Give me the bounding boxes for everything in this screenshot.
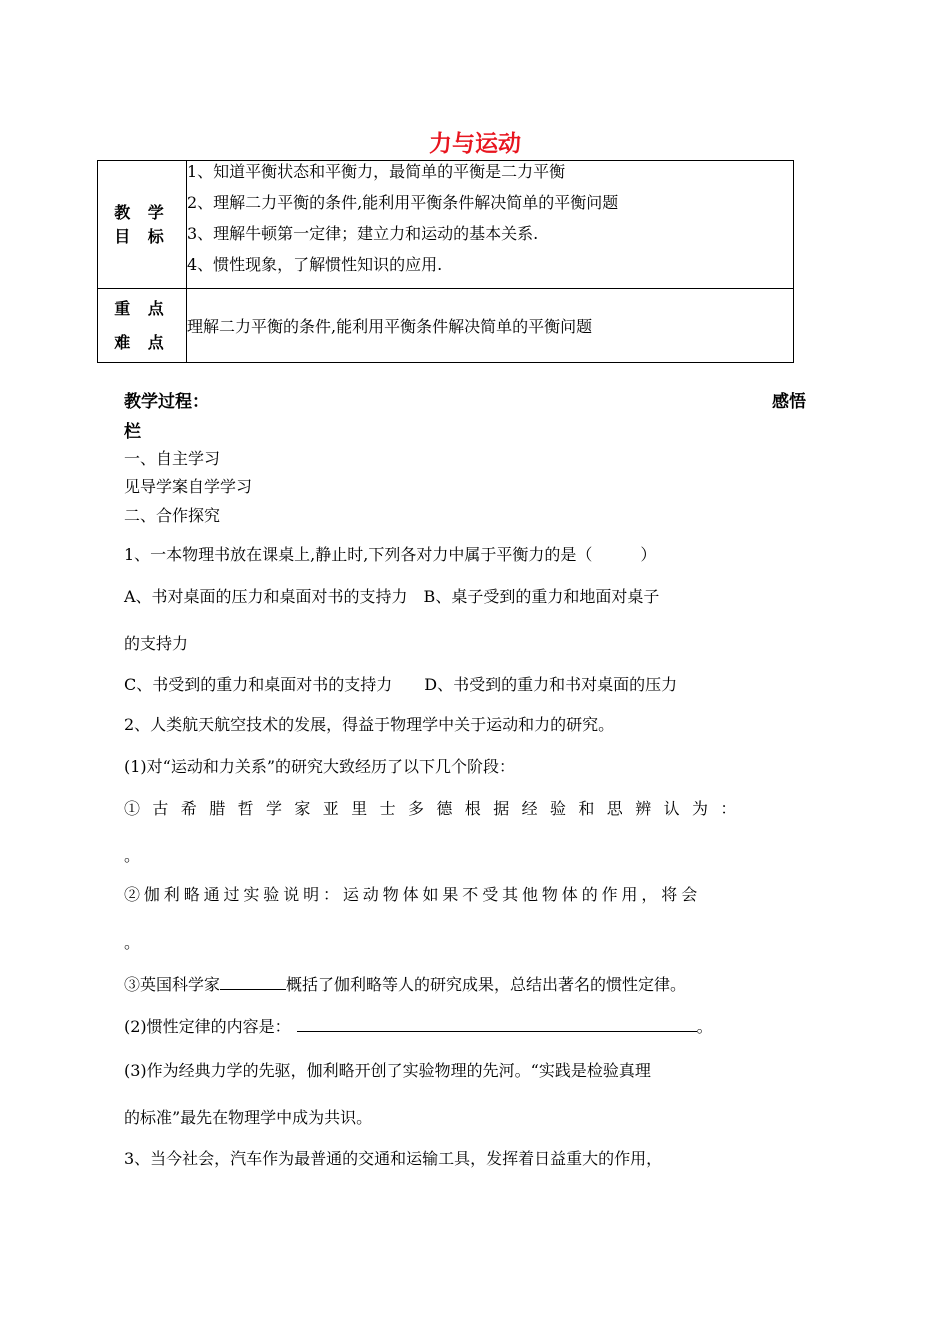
goals-label-line-1: 教 学 <box>114 202 170 222</box>
key-label <box>98 289 187 363</box>
question-3: 3、当今社会，汽车作为最普通的交通和运输工具，发挥着日益重大的作用， <box>124 1149 663 1168</box>
goal-item-2: 2、理解二力平衡的条件,能利用平衡条件解决简单的平衡问题 <box>187 192 619 212</box>
key-points-cell: 理解二力平衡的条件,能利用平衡条件解决简单的平衡问题 <box>187 289 794 363</box>
page-title: 力与运动 <box>429 131 521 157</box>
question-2-stage-c <box>124 973 686 996</box>
question-2-stage-a: ①古希腊哲学家亚里士多德根据经验和思辨认为： <box>124 799 749 818</box>
key-label-line-2: 难 点 <box>114 332 170 352</box>
question-2-part-3-cont: 的标准”最先在物理学中成为共识。 <box>124 1108 373 1127</box>
goal-item-4: 4、惯性现象，了解惯性知识的应用. <box>187 254 443 274</box>
question-2-stage-b: ②伽利略通过实验说明：运动物体如果不受其他物体的作用，将会 <box>124 885 702 904</box>
goals-label <box>98 161 187 289</box>
question-1-options-cd: C、书受到的重力和桌面对书的支持力 D、书受到的重力和书对桌面的压力 <box>124 675 678 694</box>
question-2: 2、人类航天航空技术的发展，得益于物理学中关于运动和力的研究。 <box>124 715 615 734</box>
goal-item-1: 1、知道平衡状态和平衡力，最简单的平衡是二力平衡 <box>187 161 566 181</box>
part-2-prefix: (2)惯性定律的内容是： <box>124 1017 291 1036</box>
question-2-part-2 <box>124 1015 713 1038</box>
section-1-text: 见导学案自学学习 <box>124 477 253 496</box>
stage-c-prefix: ③英国科学家 <box>124 975 221 994</box>
sidebar-heading-2: 栏 <box>124 422 141 442</box>
question-2-part-3: (3)作为经典力学的先驱，伽利略开创了实验物理的先河。“实践是检验真理 <box>124 1061 651 1080</box>
goals-label-line-2: 目 标 <box>114 226 170 246</box>
process-heading: 教学过程： <box>124 392 209 412</box>
question-1-options-ab: A、书对桌面的压力和桌面对书的支持力 B、桌子受到的重力和地面对桌子 <box>124 587 660 606</box>
question-2-stage-b-end: 。 <box>124 933 141 952</box>
key-label-line-1: 重 点 <box>114 298 170 318</box>
section-2-heading: 二、合作探究 <box>124 506 221 525</box>
part-2-end: 。 <box>696 1017 713 1036</box>
goal-item-3: 3、理解牛顿第一定律；建立力和运动的基本关系. <box>187 223 539 243</box>
law-content-blank[interactable] <box>297 1015 697 1032</box>
question-1: 1、一本物理书放在课桌上,静止时,下列各对力中属于平衡力的是（ ） <box>124 545 657 564</box>
section-1-heading: 一、自主学习 <box>124 449 221 468</box>
goals-cell <box>187 161 794 289</box>
stage-c-suffix: 概括了伽利略等人的研究成果，总结出著名的惯性定律。 <box>286 975 687 994</box>
sidebar-heading-1: 感悟 <box>772 392 806 412</box>
objectives-table <box>97 160 794 363</box>
question-2-stage-a-end: 。 <box>124 846 141 865</box>
question-2-part-1: (1)对“运动和力关系”的研究大致经历了以下几个阶段： <box>124 757 516 776</box>
scientist-blank[interactable] <box>220 973 286 990</box>
question-1-option-b-cont: 的支持力 <box>124 634 189 653</box>
